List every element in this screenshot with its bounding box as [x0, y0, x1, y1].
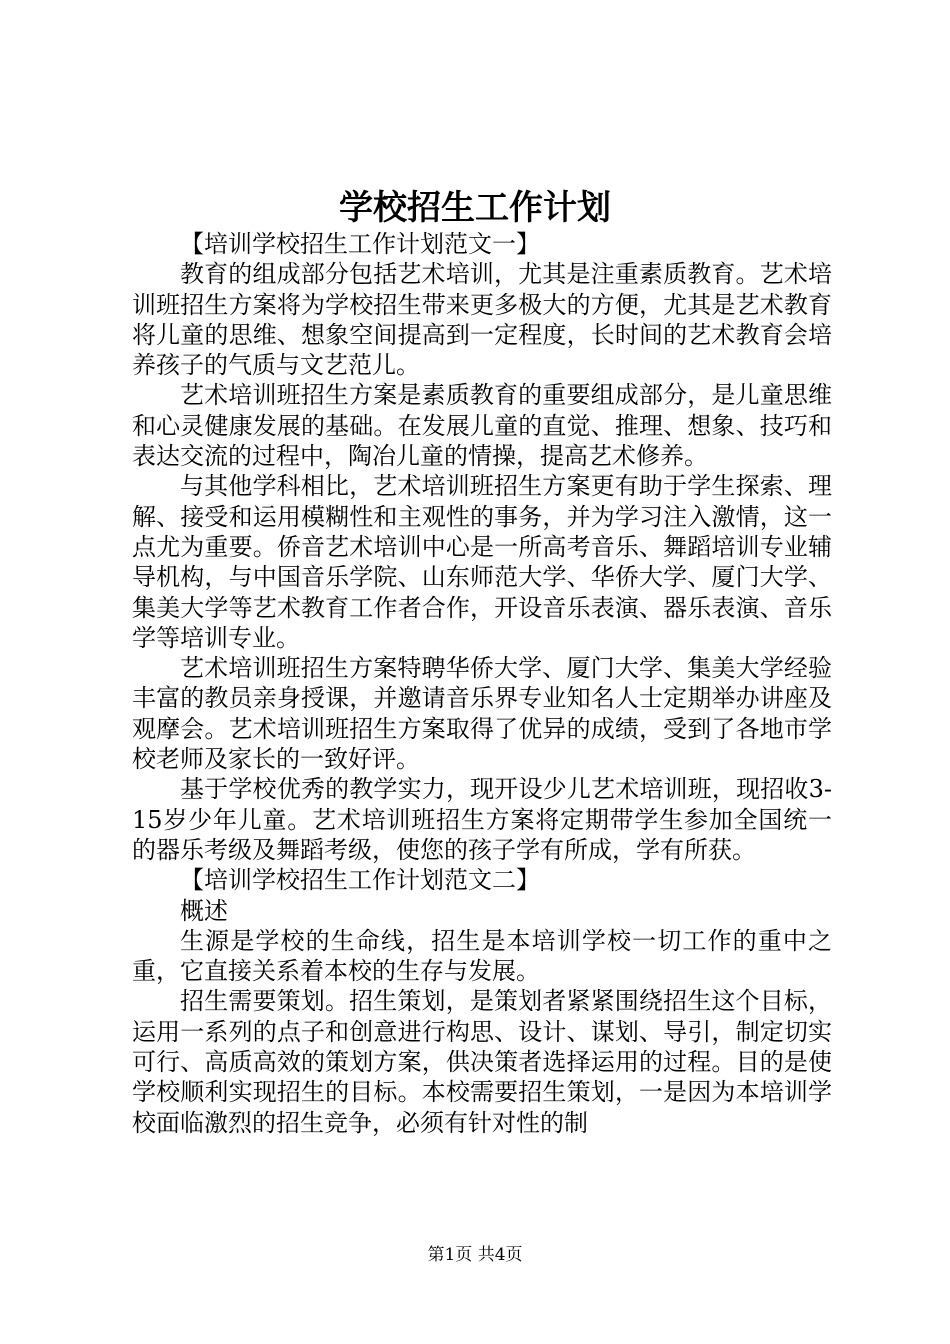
section2-paragraph-2: 招生需要策划。招生策划，是策划者紧紧围绕招生这个目标，运用一系列的点子和创意进行构思、设计、谋划、导引，制定切实可行、高质高效的策划方案，供决策者选择运用的过程。目的是使学校顺利实现招生的目标。本校需要招生策划，一是因为本培训学校面临激烈的招生竞争，必须有针对性的制 — [132, 987, 832, 1137]
section1-paragraph-3: 与其他学科相比，艺术培训班招生方案更有助于学生探索、理解、接受和运用模糊性和主观性的事务，并为学习注入激情，这一点尤为重要。侨音艺术培训中心是一所高考音乐、舞蹈培训专业辅导机构，与中国音乐学院、山东师范大学、华侨大学、厦门大学、集美大学等艺术教育工作者合作，开设音乐表演、器乐表演、音乐学等培训专业。 — [132, 472, 832, 652]
section1-paragraph-2: 艺术培训班招生方案是素质教育的重要组成部分，是儿童思维和心灵健康发展的基础。在发展儿童的直觉、推理、想象、技巧和表达交流的过程中，陶冶儿童的情操，提高艺术修养。 — [132, 381, 832, 471]
section2-paragraph-1: 生源是学校的生命线，招生是本培训学校一切工作的重中之重，它直接关系着本校的生存与发展。 — [132, 926, 832, 986]
section2-subheading: 概述 — [180, 896, 228, 925]
document-title: 学校招生工作计划 — [339, 188, 611, 228]
section1-paragraph-1: 教育的组成部分包括艺术培训，尤其是注重素质教育。艺术培训班招生方案将为学校招生带来更多极大的方便，尤其是艺术教育将儿童的思维、想象空间提高到一定程度，长时间的艺术教育会培养孩子的气质与文艺范儿。 — [132, 260, 832, 380]
section1-paragraph-4: 艺术培训班招生方案特聘华侨大学、厦门大学、集美大学经验丰富的教员亲身授课，并邀请音乐界专业知名人士定期举办讲座及观摩会。艺术培训班招生方案取得了优异的成绩，受到了各地市学校老师及家长的一致好评。 — [132, 654, 832, 774]
document-body — [132, 229, 832, 1138]
section1-heading: 【培训学校招生工作计划范文一】 — [180, 230, 540, 258]
section1-paragraph-5: 基于学校优秀的教学实力，现开设少儿艺术培训班，现招收3-15岁少年儿童。艺术培训班招生方案将定期带学生参加全国统一的器乐考级及舞蹈考级，使您的孩子学有所成，学有所获。 — [132, 775, 832, 864]
page-footer: 第1页 共4页 — [427, 1245, 523, 1265]
section2-heading: 【培训学校招生工作计划范文二】 — [180, 866, 540, 895]
